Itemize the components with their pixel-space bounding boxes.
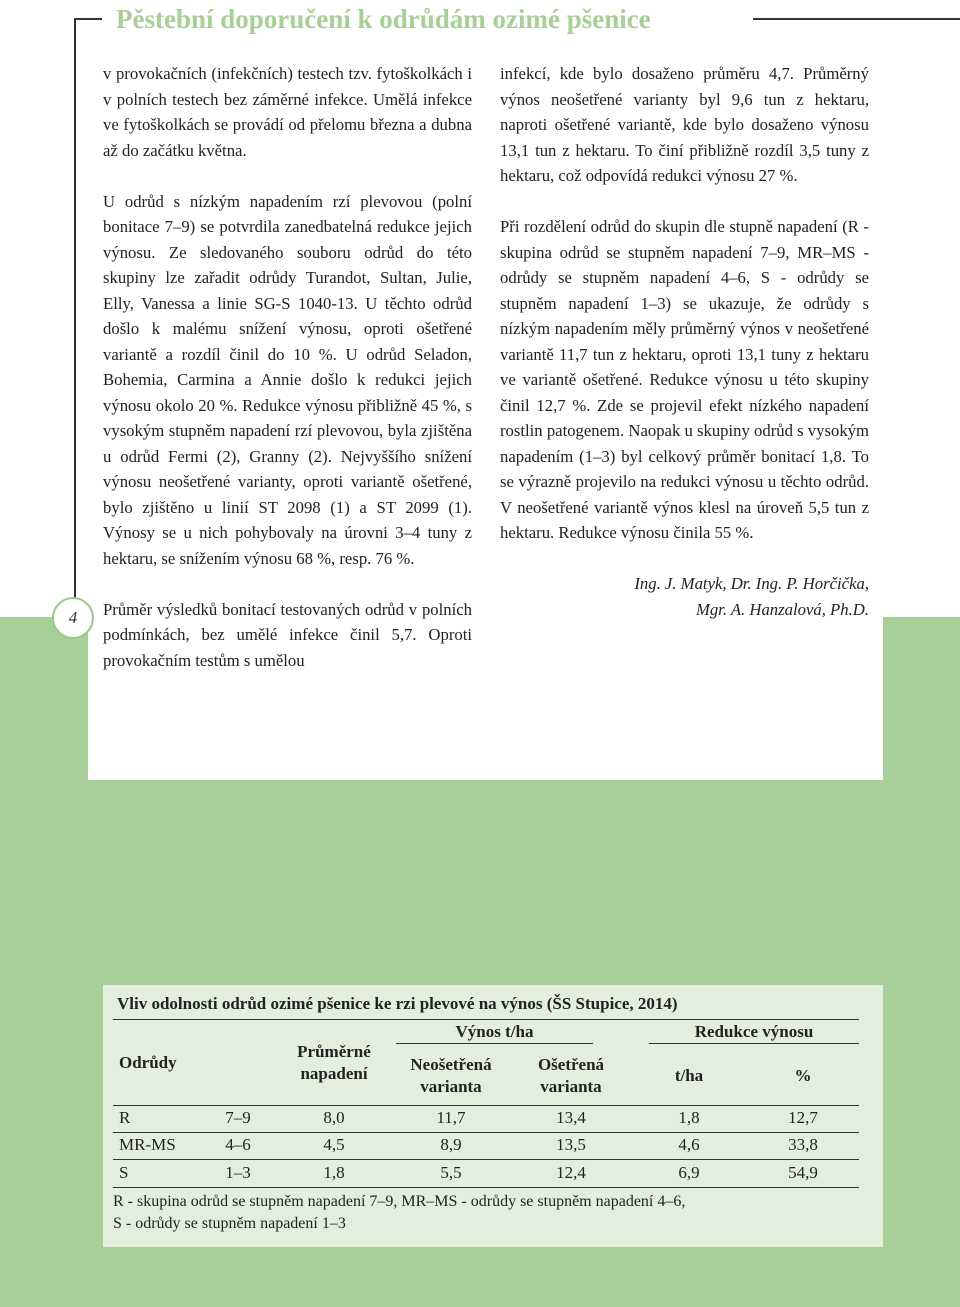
cell-napadeni: 1,8 bbox=[323, 1163, 345, 1182]
table-rule bbox=[396, 1043, 593, 1044]
frame-line-top-left bbox=[74, 18, 102, 20]
header-napadeni: Průměrné bbox=[297, 1042, 371, 1061]
paragraph: Při rozdělení odrůd do skupin dle stupně napadení (R - skupina odrůd se stupněm napadení 7–9, MR–MS - odrůdy se stupněm napadení 4–6, S - odrůdy se stupněm napadení 1–3) se ukazuje, že odrůdy s nízkým napadením měly průměrný výnos v neošetřené variantě 11,7 tun z hektaru, oproti 13,1 tuny z hektaru ve variantě ošetřené. Redukce výnosu u této skupiny činil 12,7 %. Zde se projevil efekt nízkého napadení rostlin patogenem. Naopak u skupiny odrůd s vysokým napadením (1–3) byl celkový průměr bonitací 1,8. To se výrazně projevilo na redukci výnosu u těchto odrůd. V neošetřené variantě výnos klesl na úroveň 5,5 tun z hektaru. Redukce výnosu činila 55 %. bbox=[500, 217, 869, 542]
page-number-badge: 4 bbox=[52, 597, 94, 639]
footnote-line: R - skupina odrůd se stupněm napadení 7–9, MR–MS - odrůdy se stupněm napadení 4–6, bbox=[113, 1193, 686, 1210]
paragraph: infekcí, kde bylo dosaženo průměru 4,7. Průměrný výnos neošetřené varianty byl 9,6 tun z hektaru, naproti ošetřené variantě, kde bylo dosaženo výnosu 13,1 tun z hektaru. To činí přibližně rozdíl 3,5 tuny z hektaru, což odpovídá redukci výnosu 27 %. bbox=[500, 64, 869, 185]
paragraph: U odrůd s nízkým napadením rzí plevovou (polní bonitace 7–9) se potvrdila zanedbatelná redukce jejich výnosu. Ze sledovaného souboru odrůd do této skupiny lze zařadit odrůdy Turandot, Sultan, Julie, Elly, Vanessa a linie SG-S 1040-13. U těchto odrůd došlo k malému snížení výnosu, oproti ošetřené variantě a rozdíl činil do 10 %. U odrůd Seladon, Bohemia, Carmina a Annie došlo k redukci jejich výnosu okolo 20 %. Redukce výnosu přibližně 45 %, s vysokým stupněm napadení rzí plevovou, byla zjištěna u odrůd Fermi (2), Granny (2). Nejvyššího snížení výnosu neošetřené varianty, oproti variantě ošetřené, bylo zjištěno u linií ST 2098 (1) a ST 2099 (1). Výnosy se u nich pohybovaly na úrovni 3–4 tuny z hektaru, se snížením výnosu 68 %, resp. 76 %. bbox=[103, 191, 472, 568]
cell-osetrena: 12,4 bbox=[556, 1163, 586, 1182]
header-osetrena: Ošetřená bbox=[537, 1055, 605, 1074]
table-title: Vliv odolnosti odrůd ozimé pšenice ke rzi plevové na výnos (ŠS Stupice, 2014) bbox=[117, 994, 678, 1013]
table-rule bbox=[113, 1105, 859, 1106]
header-pct: % bbox=[794, 1066, 812, 1085]
cell-range: 4–6 bbox=[225, 1135, 251, 1154]
cell-tha: 1,8 bbox=[678, 1108, 700, 1127]
header-tha: t/ha bbox=[674, 1066, 704, 1085]
paragraph: v provokačních (infekčních) testech tzv. fytoškolkách i v polních testech bez záměrné infekce. Umělá infekce ve fytoškolkách se provádí od přelomu března a dubna až do začátku května. bbox=[103, 64, 472, 160]
table-rule bbox=[113, 1132, 859, 1133]
cell-tha: 4,6 bbox=[678, 1135, 700, 1154]
cell-group: MR-MS bbox=[119, 1135, 176, 1154]
header-odrudy: Odrůdy bbox=[119, 1053, 177, 1072]
cell-range: 1–3 bbox=[225, 1163, 251, 1182]
cell-neosetrena: 5,5 bbox=[440, 1163, 462, 1182]
header-neosetrena: Neošetřená bbox=[410, 1055, 492, 1074]
left-text-column bbox=[103, 61, 472, 673]
cell-tha: 6,9 bbox=[678, 1163, 700, 1182]
cell-range: 7–9 bbox=[225, 1108, 251, 1127]
page-title: Pěstební doporučení k odrůdám ozimé pšenice bbox=[116, 4, 651, 34]
header-neosetrena: varianta bbox=[420, 1077, 482, 1096]
cell-pct: 54,9 bbox=[788, 1163, 818, 1182]
header-redukce: Redukce výnosu bbox=[694, 1022, 814, 1041]
results-table-box bbox=[103, 985, 883, 1247]
frame-line-left bbox=[74, 18, 76, 613]
table-footnote bbox=[113, 1191, 685, 1235]
cell-neosetrena: 11,7 bbox=[436, 1108, 466, 1127]
cell-osetrena: 13,5 bbox=[556, 1135, 586, 1154]
cell-pct: 12,7 bbox=[788, 1108, 818, 1127]
header-osetrena: varianta bbox=[540, 1077, 602, 1096]
cell-napadeni: 4,5 bbox=[323, 1135, 345, 1154]
table-rule bbox=[113, 1159, 859, 1160]
cell-neosetrena: 8,9 bbox=[440, 1135, 462, 1154]
cell-osetrena: 13,4 bbox=[556, 1108, 586, 1127]
cell-group: R bbox=[119, 1108, 131, 1127]
header-vynos: Výnos t/ha bbox=[455, 1022, 534, 1041]
frame-line-top-right bbox=[753, 18, 960, 20]
cell-pct: 33,8 bbox=[788, 1135, 818, 1154]
table-rule bbox=[113, 1019, 859, 1020]
authors-line: Ing. J. Matyk, Dr. Ing. P. Horčička, bbox=[634, 574, 869, 593]
paragraph: Průměr výsledků bonitací testovaných odrůd v polních podmínkách, bez umělé infekce činil 5,7. Oproti provokačním testům s umělou bbox=[103, 599, 472, 670]
table-rule bbox=[649, 1043, 859, 1044]
cell-group: S bbox=[119, 1163, 129, 1182]
cell-napadeni: 8,0 bbox=[323, 1108, 345, 1127]
right-text-column bbox=[500, 61, 869, 622]
authors-line: Mgr. A. Hanzalová, Ph.D. bbox=[695, 599, 869, 619]
footnote-line: S - odrůdy se stupněm napadení 1–3 bbox=[113, 1215, 346, 1232]
table-rule bbox=[113, 1187, 859, 1188]
header-napadeni: napadení bbox=[300, 1064, 368, 1083]
